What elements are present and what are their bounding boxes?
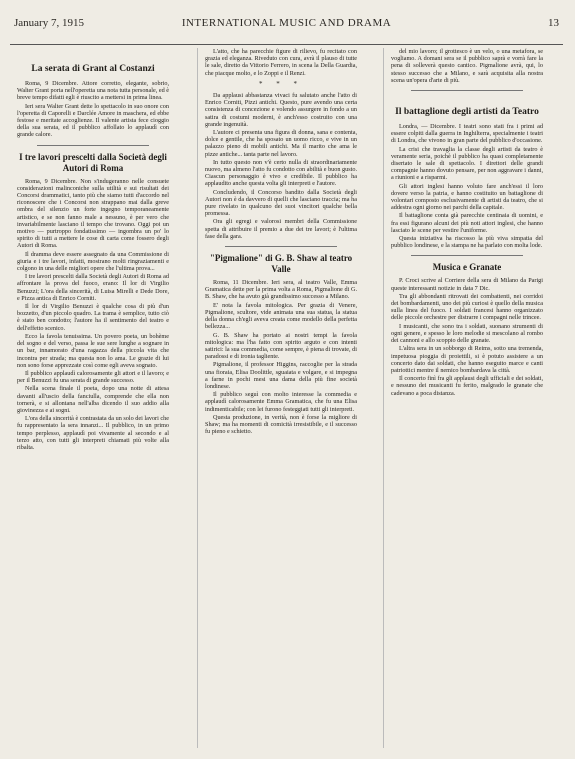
publication-title: INTERNATIONAL MUSIC AND DRAMA — [181, 17, 392, 29]
paragraph: L'autore ci presenta una figura di donna, sana e contenta, dolce e gentile, che ha sposato un uomo ricco, e vive in un palazzo pieno di mobili antichi. Ma il marito che ama le pizze antiche... tanta parte nel lavoro. — [205, 129, 357, 158]
article-divider — [411, 90, 523, 91]
paragraph: Roma, 9 Dicembre. Non s'indugeranno nelle consuete considerazioni malinconiche sulla utilità e sui risultati dei Concorsi drammatici, tanto più che siamo tutti d'accordo nel riconoscere che i Concorsi non strappano mai dalla greve ombra del silenzio un forte ingegno temporaneamente artistico, e se non fanno male a nessuno, è per vero che invariabilmente lasciano il tempo che trovano. Oggi poi un motivo — purtroppo fondatissimo — ingombra un po' lo spirito di tutti a mettere le cose di carta come fossero degli Autori di Roma. — [17, 177, 169, 250]
article-divider — [225, 246, 337, 247]
paragraph: Il lor di Virgilio Benuzzi è qualche cosa di più d'un bozzetto, d'un piccolo quadro. La trama è semplice, tutto ciò è stato ben condotto; l'autore ha il sentimento del teatro e dell'effetto scenico. — [17, 303, 169, 332]
paragraph: L'ora della sincerità è contrastata da un solo dei lavori che fu rappresentato la sera innanzi... Il pubblico, in un primo tempo perplesso, applaudì poi vivamente al secondo e al terzo atto, con tutti gli interpreti chiamati più volte alla ribalta. — [17, 415, 169, 451]
column-1 — [17, 48, 169, 748]
page-number: 13 — [548, 17, 559, 29]
paragraph: L'altra sera in un sobborgo di Reims, sotto una tremenda, impetuosa pioggia di proiettili, si è potuto assistere a un concerto dato dai soldati, che hanno eseguito marce e canti patriottici mentre il nemico bombardava la città. — [391, 345, 543, 374]
paragraph: Tra gli abbondanti ritrovati dei combattenti, nei corridoi dei bombardamenti, uno dei più curiosi è quello della musica sulla linea del fuoco. I soldati francesi hanno organizzato delle piccole orchestre per distrarre i compagni nelle trincee. — [391, 292, 543, 322]
article-divider — [37, 145, 149, 146]
column-2 — [205, 48, 357, 748]
article-heading-societa: I tre lavori prescelti dalla Società degli Autori di Roma — [19, 151, 167, 173]
paragraph: Il battaglione conta già parecchie centinaia di uomini, e fra essi figurano alcuni dei più noti attori inglesi, che hanno lasciato le scene per vestire l'uniforme. — [391, 212, 543, 234]
page-header — [10, 14, 563, 45]
article-heading-pigmalione: "Pigmalione" di G. B. Shaw al teatro Valle — [209, 253, 353, 275]
column-rule — [197, 48, 198, 748]
paragraph: Il pubblico applaudì calorosamente gli attori e il lavoro; e per il Benuzzi fu una serata di grande successo. — [17, 369, 169, 385]
paragraph: Ieri sera Walter Grant dette lo spettacolo in suo onore con l'operetta di Caporelli e Darclée Amore in maschera, ed ebbe festose e meritate accoglienze. Il valente artista fece cioggio della sua serata, ed il pubblico affollato lo applaudì con grande calore. — [17, 102, 169, 139]
paragraph: Questa iniziativa ha riscosso la più viva simpatia del pubblico londinese, e la stampa ne ha parlato con molta lode. — [391, 235, 543, 250]
paragraph: Nella scena finale il poeta, dopo una notte di attesa davanti all'uscio della fanciulla, comprende che ella non tornerà, e si allontana nell'alba dicendo il suo addio alla giovinezza e ai sogni. — [17, 385, 169, 414]
paragraph: I musicanti, che sono tra i soldati, suonano strumenti di ogni genere, e spesso le loro melodie si mescolano al rombo dei cannoni e allo scoppio delle granate. — [391, 322, 543, 345]
paragraph: P. Croci scrive al Corriere della sera di Milano da Parigi queste interessanti notizie in data 7 Dic. — [391, 277, 543, 292]
column-rule — [383, 48, 384, 748]
article-heading-musica: Musica e Granate — [432, 262, 502, 273]
paragraph: G. B. Shaw ha portato ai nostri tempi la favola mitologica: ma l'ha fatto con spirito arguto e con intenti satirici: la sua commedia, come sempre, è piena di trovate, di paradossi e di ironia tagliente. — [205, 331, 357, 361]
paragraph: Roma, 11 Dicembre. Ieri sera, al teatro Valle, Emma Gramatica dette per la prima volta a Roma, Pigmalione di G. B. Shaw, che ha avuto già grandissimo successo a Milano. — [205, 279, 357, 301]
paragraph: E' nota la favola mitologica. Per grazia di Venere, Pigmalione, scultore, vide animata una sua statua, la statua della donna ch'egli aveva creata come modello della perfetta bellezza... — [205, 301, 357, 331]
paragraph: Il pubblico seguì con molto interesse la commedia e applaudì calorosamente Emma Gramatica, che fu una Elisa indimenticabile; con lei furono festeggiati tutti gli interpreti. — [205, 391, 357, 413]
issue-date: January 7, 1915 — [14, 17, 84, 29]
paragraph: Ora gli egregi e valorosi membri della Commissione spetta di attribuire il premio a due dei tre lavori; è l'ultima fase della gara. — [205, 218, 357, 240]
paragraph: Gli attori inglesi hanno voluto fare anch'essi il loro dovere verso la patria, e hanno costituito un battaglione di volontari composto esclusivamente di artisti da teatro, che si addestra ogni giorno nei parchi della capitale. — [391, 182, 543, 212]
paragraph: Roma, 9 Dicembre. Attore corretto, elegante, sobrio, Walter Grant porta nell'operetta una nota tutta personale, ed è breve tempo difatti egli è riuscito a mettersi in prima linea. — [17, 80, 169, 102]
paragraph: Il dramma deve essere assegnato da una Commissione di giuria e i tre lavori, infatti, mostrano molti ringraziamenti e colgono in una delle migliori opere che l'ultima prova... — [17, 250, 169, 273]
paragraph: Il concerto finì fra gli applausi degli ufficiali e dei soldati, e nessuno dei musicanti fu ferito, malgrado le granate che cadevano a poca distanza. — [391, 375, 543, 397]
paragraph: Da applausi abbastanza vivaci fu salutato anche l'atto di Enrico Corniti, Pizzi antichi. Questo, pure avendo una certa consistenza di concezione e volendo assurgere in fondo a un satira di costumi moderni, è anch'esso costruito con una grande ingenuità. — [205, 92, 357, 128]
paragraph: del mio lavoro; il grottesco è un velo, o una metafora, se vogliamo. A domani sera se il pubblico saprà e vorrà fare la pena di solleverà questo cantico. Pigmalione avrà, qui, lo stesso successo che a Milano, e sarà acquisita alla nostra scena un'opera d'arte di più. — [391, 48, 543, 84]
column-3 — [391, 48, 543, 748]
paragraph: Questa produzione, in verità, non è forse la migliore di Shaw; ma ha momenti di comicità irresistibile, e il successo fu pieno e schietto. — [205, 413, 357, 436]
article-heading-grant: La serata di Grant al Costanzi — [31, 64, 155, 74]
paragraph: Pigmalione, il professor Higgins, raccoglie per la strada una fioraia, Elisa Doolittle, sguaiata e volgare, e si impegna a farne in pochi mesi una dama della più fine società londinese. — [205, 361, 357, 390]
paragraph: Londra, — Dicembre. I teatri sono stati fra i primi ad essere colpiti dalla guerra in Inghilterra, specialmente i teatri di Londra, che vivono in gran parte del pubblico d'occasione. — [391, 123, 543, 145]
paragraph: In tutto questo non v'è certo nulla di straordinariamente nuovo, ma almeno l'atto fu condotto con abilità e buon gusto. Ciascun personaggio è vivo e credibile. Il pubblico ha applaudito anche questa volta gli interpreti e l'autore. — [205, 158, 357, 188]
article-heading-battaglione: Il battaglione degli artisti da Teatro — [395, 107, 539, 118]
section-stars: * * * — [259, 79, 303, 88]
paragraph: I tre lavori prescelti dalla Società degli Autori di Roma ad affrontare la prova del fuoco, erano: Il lor di Virgilio Benuzzi; L'ora della sincerità, di Luisa Mirelli e Dede Dore, e Pizza antica di Enrico Corniti. — [17, 273, 169, 302]
paragraph: La crisi che travaglia la classe degli artisti da teatro è veramente seria, poichè il pubblico ha quasi completamente disertato le sale di spettacolo. I direttori delle grandi compagnie hanno dovuto pensare, per non aggravare i danni, a riunioni e a risparmi. — [391, 145, 543, 182]
article-divider — [411, 255, 523, 256]
paragraph: Concludendo, il Concorso bandito dalla Società degli Autori non è da davvero di quelli che lasciano traccia; ma ha pure rivelato in qualcuno dei suoi vincitori qualche bella promessa. — [205, 188, 357, 218]
paragraph: Ecco la favola tenuissima. Un povero poeta, un bohème del sogno e del verso, passa le sue sere lunghe a sognare in un bar, innamorato d'una ragazza della piccola vita che incontra per strada; ma questa non lo ama. Le grazie di lui non sono forse apprezzate così come egli aveva sognato. — [17, 332, 169, 369]
paragraph: L'atto, che ha parecchie figure di rilievo, fu recitato con grazia ed eleganza. Riveduto con cura, avrà il plauso di tutte le sale, diretto da Vittorio Ferrero, in scena la Della Guardia, che piacque molto, e lo Zoppi e il Renzi. — [205, 48, 357, 77]
